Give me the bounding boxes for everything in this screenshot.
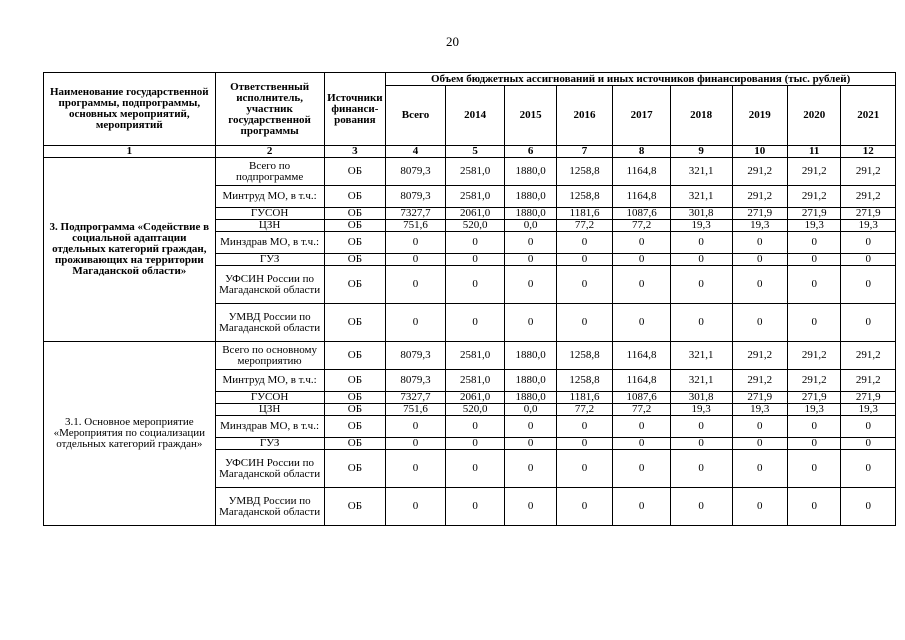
value-cell: 0 [386, 254, 446, 266]
value-cell: 0 [386, 232, 446, 254]
value-cell: 1164,8 [613, 370, 671, 392]
column-number: 8 [613, 146, 671, 158]
value-cell: 0 [386, 438, 446, 450]
executor-cell: Всего по подпрограмме [215, 158, 324, 186]
header-year: 2020 [787, 86, 840, 146]
header-budget: Объем бюджетных ассигнований и иных источников финансирования (тыс. рублей) [386, 73, 896, 86]
value-cell: 0 [445, 416, 505, 438]
value-cell: 0 [556, 488, 613, 526]
value-cell: 0 [613, 438, 671, 450]
value-cell: 8079,3 [386, 370, 446, 392]
executor-cell: Минтруд МО, в т.ч.: [215, 370, 324, 392]
value-cell: 0 [841, 254, 896, 266]
value-cell: 1258,8 [556, 158, 613, 186]
header-year: 2019 [732, 86, 787, 146]
value-cell: 1880,0 [505, 392, 556, 404]
value-cell: 1880,0 [505, 186, 556, 208]
value-cell: 0,0 [505, 220, 556, 232]
value-cell: 0 [613, 450, 671, 488]
value-cell: 0 [505, 488, 556, 526]
column-number: 12 [841, 146, 896, 158]
value-cell: 0 [732, 438, 787, 450]
executor-cell: Минздрав МО, в т.ч.: [215, 232, 324, 254]
value-cell: 0 [787, 254, 840, 266]
executor-cell: ЦЗН [215, 220, 324, 232]
value-cell: 19,3 [732, 404, 787, 416]
value-cell: 19,3 [787, 220, 840, 232]
value-cell: 2061,0 [445, 208, 505, 220]
value-cell: 1181,6 [556, 392, 613, 404]
value-cell: 0 [505, 266, 556, 304]
value-cell: 1880,0 [505, 208, 556, 220]
value-cell: 0 [445, 266, 505, 304]
source-cell: ОБ [324, 254, 386, 266]
value-cell: 0 [670, 438, 732, 450]
section-name: 3.1. Основное мероприятие «Мероприятия по социализации отдельных категорий граждан» [44, 342, 216, 526]
value-cell: 77,2 [613, 220, 671, 232]
header-year: 2014 [445, 86, 505, 146]
value-cell: 0 [505, 438, 556, 450]
value-cell: 0 [841, 488, 896, 526]
value-cell: 7327,7 [386, 208, 446, 220]
executor-cell: ГУСОН [215, 208, 324, 220]
column-number: 4 [386, 146, 446, 158]
table-row [44, 342, 896, 370]
column-number: 2 [215, 146, 324, 158]
value-cell: 2581,0 [445, 342, 505, 370]
executor-cell: Минтруд МО, в т.ч.: [215, 186, 324, 208]
value-cell: 291,2 [841, 186, 896, 208]
value-cell: 0 [445, 254, 505, 266]
value-cell: 0 [505, 416, 556, 438]
source-cell: ОБ [324, 416, 386, 438]
value-cell: 321,1 [670, 342, 732, 370]
value-cell: 8079,3 [386, 186, 446, 208]
source-cell: ОБ [324, 438, 386, 450]
header-year: 2018 [670, 86, 732, 146]
value-cell: 1181,6 [556, 208, 613, 220]
value-cell: 0 [386, 304, 446, 342]
value-cell: 77,2 [556, 404, 613, 416]
value-cell: 0 [787, 450, 840, 488]
executor-cell: ГУЗ [215, 254, 324, 266]
value-cell: 0 [732, 450, 787, 488]
value-cell: 291,2 [732, 158, 787, 186]
value-cell: 0 [386, 266, 446, 304]
source-cell: ОБ [324, 232, 386, 254]
value-cell: 1164,8 [613, 186, 671, 208]
value-cell: 2581,0 [445, 158, 505, 186]
value-cell: 2581,0 [445, 186, 505, 208]
executor-cell: УФСИН России по Магаданской области [215, 266, 324, 304]
executor-cell: ГУЗ [215, 438, 324, 450]
source-cell: ОБ [324, 450, 386, 488]
value-cell: 291,2 [732, 342, 787, 370]
column-number: 11 [787, 146, 840, 158]
value-cell: 271,9 [841, 392, 896, 404]
value-cell: 0 [670, 232, 732, 254]
budget-table [43, 72, 896, 526]
value-cell: 291,2 [787, 186, 840, 208]
value-cell: 291,2 [787, 342, 840, 370]
value-cell: 0 [841, 232, 896, 254]
value-cell: 0 [787, 304, 840, 342]
source-cell: ОБ [324, 342, 386, 370]
column-number: 5 [445, 146, 505, 158]
value-cell: 0 [732, 304, 787, 342]
executor-cell: ЦЗН [215, 404, 324, 416]
value-cell: 19,3 [787, 404, 840, 416]
column-number: 3 [324, 146, 386, 158]
value-cell: 271,9 [841, 208, 896, 220]
value-cell: 0 [670, 488, 732, 526]
value-cell: 271,9 [787, 208, 840, 220]
value-cell: 0 [841, 450, 896, 488]
value-cell: 0 [787, 266, 840, 304]
value-cell: 77,2 [556, 220, 613, 232]
source-cell: ОБ [324, 186, 386, 208]
value-cell: 0 [505, 254, 556, 266]
value-cell: 2061,0 [445, 392, 505, 404]
value-cell: 291,2 [841, 158, 896, 186]
column-number: 6 [505, 146, 556, 158]
value-cell: 291,2 [787, 158, 840, 186]
value-cell: 0 [787, 232, 840, 254]
value-cell: 0 [445, 488, 505, 526]
value-cell: 1880,0 [505, 158, 556, 186]
executor-cell: Минздрав МО, в т.ч.: [215, 416, 324, 438]
source-cell: ОБ [324, 304, 386, 342]
section-name: 3. Подпрограмма «Содействие в социальной адаптации отдельных категорий граждан, проживающих на территории Магаданской области» [44, 158, 216, 342]
source-cell: ОБ [324, 158, 386, 186]
source-cell: ОБ [324, 208, 386, 220]
value-cell: 291,2 [732, 186, 787, 208]
column-number: 10 [732, 146, 787, 158]
value-cell: 0 [841, 438, 896, 450]
value-cell: 0 [505, 450, 556, 488]
value-cell: 301,8 [670, 392, 732, 404]
value-cell: 0 [670, 450, 732, 488]
value-cell: 1880,0 [505, 342, 556, 370]
value-cell: 520,0 [445, 404, 505, 416]
value-cell: 1164,8 [613, 342, 671, 370]
value-cell: 291,2 [841, 370, 896, 392]
value-cell: 0 [613, 304, 671, 342]
header-year: Всего [386, 86, 446, 146]
value-cell: 291,2 [732, 370, 787, 392]
value-cell: 1087,6 [613, 392, 671, 404]
value-cell: 0 [613, 416, 671, 438]
value-cell: 0 [787, 438, 840, 450]
value-cell: 0 [732, 232, 787, 254]
value-cell: 301,8 [670, 208, 732, 220]
column-number: 9 [670, 146, 732, 158]
value-cell: 0 [613, 254, 671, 266]
column-number: 7 [556, 146, 613, 158]
source-cell: ОБ [324, 392, 386, 404]
value-cell: 0 [556, 254, 613, 266]
value-cell: 0 [670, 416, 732, 438]
value-cell: 0 [841, 416, 896, 438]
value-cell: 0 [613, 232, 671, 254]
executor-cell: ГУСОН [215, 392, 324, 404]
value-cell: 321,1 [670, 158, 732, 186]
value-cell: 321,1 [670, 370, 732, 392]
table-body [44, 158, 896, 526]
value-cell: 0 [556, 416, 613, 438]
value-cell: 321,1 [670, 186, 732, 208]
value-cell: 0 [670, 266, 732, 304]
value-cell: 0 [670, 254, 732, 266]
value-cell: 271,9 [732, 392, 787, 404]
value-cell: 2581,0 [445, 370, 505, 392]
value-cell: 8079,3 [386, 342, 446, 370]
value-cell: 0 [445, 450, 505, 488]
value-cell: 0 [732, 416, 787, 438]
value-cell: 1258,8 [556, 186, 613, 208]
value-cell: 1258,8 [556, 370, 613, 392]
value-cell: 19,3 [732, 220, 787, 232]
header-source: Источники финанси-рования [324, 73, 386, 146]
value-cell: 19,3 [841, 404, 896, 416]
value-cell: 7327,7 [386, 392, 446, 404]
source-cell: ОБ [324, 220, 386, 232]
value-cell: 271,9 [787, 392, 840, 404]
executor-cell: УМВД России по Магаданской области [215, 304, 324, 342]
value-cell: 520,0 [445, 220, 505, 232]
value-cell: 1880,0 [505, 370, 556, 392]
value-cell: 0 [505, 304, 556, 342]
value-cell: 0 [556, 450, 613, 488]
source-cell: ОБ [324, 370, 386, 392]
value-cell: 291,2 [787, 370, 840, 392]
executor-cell: УМВД России по Магаданской области [215, 488, 324, 526]
value-cell: 291,2 [841, 342, 896, 370]
header-year: 2015 [505, 86, 556, 146]
value-cell: 19,3 [670, 404, 732, 416]
value-cell: 0 [787, 416, 840, 438]
executor-cell: УФСИН России по Магаданской области [215, 450, 324, 488]
value-cell: 1164,8 [613, 158, 671, 186]
value-cell: 1258,8 [556, 342, 613, 370]
value-cell: 751,6 [386, 404, 446, 416]
value-cell: 0 [556, 438, 613, 450]
executor-cell: Всего по основному мероприятию [215, 342, 324, 370]
value-cell: 0 [613, 266, 671, 304]
column-number: 1 [44, 146, 216, 158]
value-cell: 0 [386, 488, 446, 526]
page-number: 20 [446, 34, 459, 49]
value-cell: 0 [445, 438, 505, 450]
value-cell: 0 [386, 450, 446, 488]
header-executor: Ответственный исполнитель, участник государственной программы [215, 73, 324, 146]
header-name: Наименование государственной программы, подпрограммы, основных мероприятий, мероприятий [44, 73, 216, 146]
value-cell: 19,3 [670, 220, 732, 232]
value-cell: 0 [386, 416, 446, 438]
value-cell: 271,9 [732, 208, 787, 220]
value-cell: 0 [613, 488, 671, 526]
value-cell: 1087,6 [613, 208, 671, 220]
header-year: 2016 [556, 86, 613, 146]
value-cell: 0 [732, 254, 787, 266]
value-cell: 0 [556, 304, 613, 342]
value-cell: 0 [732, 488, 787, 526]
value-cell: 0 [445, 304, 505, 342]
value-cell: 0 [670, 304, 732, 342]
value-cell: 0 [505, 232, 556, 254]
value-cell: 0,0 [505, 404, 556, 416]
value-cell: 0 [556, 232, 613, 254]
table-row [44, 158, 896, 186]
value-cell: 0 [787, 488, 840, 526]
source-cell: ОБ [324, 266, 386, 304]
value-cell: 0 [841, 266, 896, 304]
source-cell: ОБ [324, 488, 386, 526]
value-cell: 77,2 [613, 404, 671, 416]
value-cell: 0 [556, 266, 613, 304]
value-cell: 0 [732, 266, 787, 304]
source-cell: ОБ [324, 404, 386, 416]
value-cell: 8079,3 [386, 158, 446, 186]
value-cell: 19,3 [841, 220, 896, 232]
value-cell: 0 [841, 304, 896, 342]
header-year: 2021 [841, 86, 896, 146]
value-cell: 751,6 [386, 220, 446, 232]
value-cell: 0 [445, 232, 505, 254]
header-year: 2017 [613, 86, 671, 146]
